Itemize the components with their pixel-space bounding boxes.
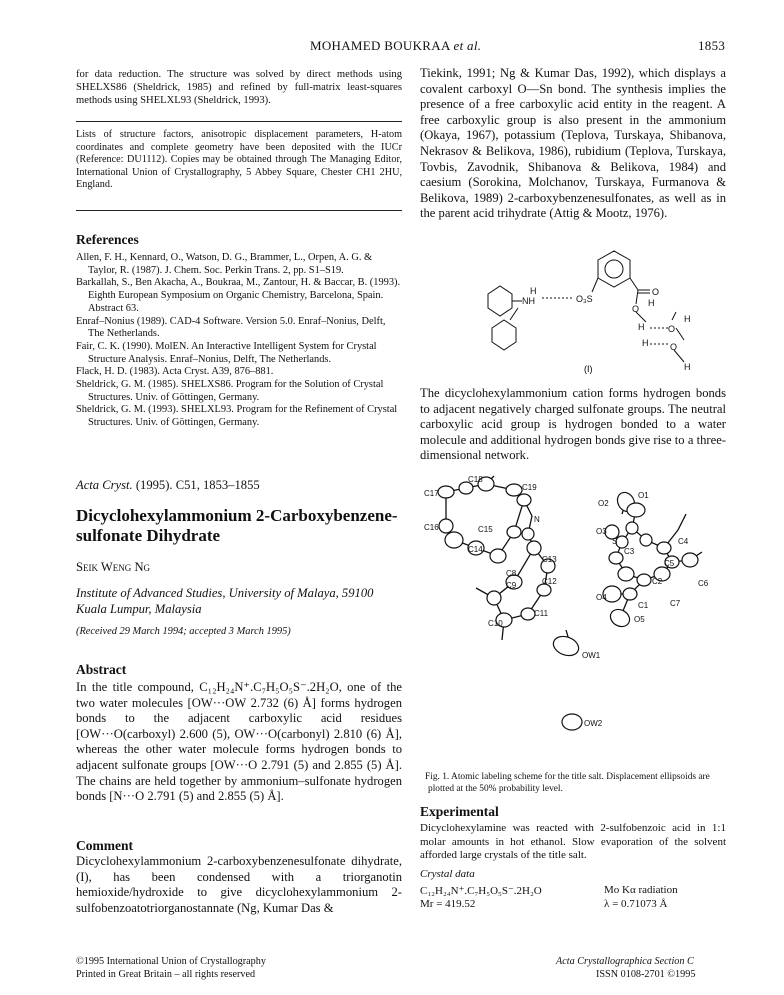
atom-label: C16 [424,523,439,532]
ortep-figure [416,470,728,770]
atom-label: C4 [678,537,689,546]
cyclohexyl-ring-1 [488,286,512,316]
atom-label: C13 [542,555,557,564]
scheme-h: H [530,286,537,296]
printed-line: Printed in Great Britain – all rights reserved [76,969,256,980]
atom-label: C17 [424,489,439,498]
intro-paragraph: Tiekink, 1991; Ng & Kumar Das, 1992), which displays a covalent carboxyl O—Sn bond. The synthesis implies the presence of a free carboxylic acid entity in the reagent. A free carboxylic group is also present in the ammonium (Okaya, 1967), potassium (Teplova, Turskaya, Shibanova, Nekrasov & Belikova, 1986), rubidium (Teplova, Turskaya, Tovbis, Zavodnik, Shibanova & Belikova, 1984) and caesium (Sorokina, Molchanov, Turskaya, Furmanova & Belikova, 1989) 2-carboxybenzenesulfonates, as well as in the parent acid trihydrate (Attig & Mootz, 1976). [420,66,726,221]
scheme-o-carbonyl: O [652,287,660,297]
crystal-wavelength: λ = 0.71073 Å [604,898,668,910]
scheme-h: H [684,314,691,324]
atom-label: OW2 [584,719,603,728]
atom-label: C12 [542,577,557,586]
atom-label: C7 [670,599,681,608]
references-list [76,252,402,430]
scheme-o-acid: O [632,304,640,314]
crystal-formula: C₁₂H₂₄N⁺.C₇H₅O₅S⁻.2H₂O [420,885,542,897]
atom-label: C2 [652,577,663,586]
atom-label: O3 [596,527,607,536]
header-et-al: et al. [453,38,482,53]
prev-article-paragraph: for data reduction. The structure was solved by direct methods using SHELXS86 (Sheldrick, 1985) and refined by full-matrix least-squares methods using SHELXL93 (Sheldrick, 1993). [76,69,402,107]
deposit-note: Lists of structure factors, anisotropic displacement parameters, H-atom coordinates and complete geometry have been deposited with the IUCr (Reference: DU1112). Copies may be obtained through The Managing Editor, International Union of Crystallography, 5 Abbey Square, Chester CH1 2HU, England. [76,129,402,191]
atom-label: C3 [624,547,635,556]
crystal-mr: Mr = 419.52 [420,898,476,910]
reference-item: Fair, C. K. (1990). MolEN. An Interactive Intelligent System for Crystal Structure Analysis. Enraf–Nonius, Delft, The Netherlands. [76,340,377,365]
atom-label: O1 [638,491,649,500]
footer-journal: Acta Crystallographica Section C [556,956,694,967]
comment-text: Dicyclohexylammonium 2-carboxybenzenesulfonate dihydrate, (I), has been condensed with a triorganotin hemioxide/hydroxide to give dicyclohexylammonium 2-sulfobenzoatotriorganostannate (Ng, Kumar Das & [76,854,402,915]
citation-journal: Acta Cryst. [76,478,133,492]
atom-label: OW1 [582,651,601,660]
atom-label: C18 [468,475,483,484]
divider [76,121,402,122]
scheme-o3s: O₃S [576,294,593,304]
crystal-radiation: Mo Kα radiation [604,884,678,896]
crystal-data-heading: Crystal data [420,868,475,880]
atom-label: S [612,537,618,546]
article-title: Dicyclohexylammonium 2-Carboxybenzene-sulfonate Dihydrate [76,506,398,545]
cyclohexyl-ring-2 [492,320,516,350]
reference-item: Flack, H. D. (1983). Acta Cryst. A39, 876–881. [76,366,274,378]
scheme-nh: NH [522,296,535,306]
description-paragraph: The dicyclohexylammonium cation forms hydrogen bonds to adjacent negatively charged sulfonate groups. The neutral carboxylic acid group is hydrogen bonded to a water molecule and additional hydrogen bonds give rise to a three-dimensional network. [420,386,726,463]
copyright-line: ©1995 International Union of Crystallography [76,956,266,967]
atom-label: C11 [534,609,549,618]
atom-label: C8 [506,569,517,578]
atom-label: C14 [468,545,483,554]
page-number: 1853 [698,38,726,53]
reference-item: Sheldrick, G. M. (1993). SHELXL93. Program for the Refinement of Crystal Structures. Univ. of Göttingen, Germany. [76,404,398,429]
atom-label: O2 [598,499,609,508]
scheme-o-water: O [668,324,676,334]
article-author: Seik Weng Ng [76,560,151,574]
reference-item: Sheldrick, G. M. (1985). SHELXS86. Program for the Solution of Crystal Structures. Univ. of Göttingen, Germany. [76,379,384,403]
references-heading: References [76,232,139,247]
comment-heading: Comment [76,838,133,853]
abstract-text: In the title compound, C₁₂H₂₄N⁺.C₇H₅O₅S⁻.2H₂O, one of the two water molecules [OW···OW 2.732 (6) Å] forms hydrogen bonds to the adjacent carboxylic acid residues [OW···O(carboxyl) 2.600 (5), OW···O(carbonyl) 2.810 (6) Å], whereas the other water molecule forms hydrogen bonds to adjacent sulfonate groups [OW···O 2.791 (5) and 2.855 (5) Å]. The chains are held together by ammonium–sulfonate hydrogen bonds [N···O 2.791 (5) and 2.855 (5) Å]. [76,680,402,804]
scheme-h: H [648,298,655,308]
divider [76,210,402,211]
atom-label: C6 [698,579,709,588]
atom-label: C19 [522,483,537,492]
received-dates: (Received 29 March 1994; accepted 3 March 1995) [76,626,291,637]
atom-label: C1 [638,601,649,610]
article-citation [76,478,260,494]
article-affiliation: Institute of Advanced Studies, University of Malaya, 59100 Kuala Lumpur, Malaysia [76,586,374,616]
atom-label: O5 [634,615,645,624]
abstract-heading: Abstract [76,662,127,677]
scheme-label: (I) [584,364,593,374]
reference-item: Enraf–Nonius (1989). CAD-4 Software. Version 5.0. Enraf–Nonius, Delft, The Netherlands. [76,315,386,340]
experimental-text: Dicyclohexylamine was reacted with 2-sulfobenzoic acid in 1:1 molar amounts in hot ethanol. Slow evaporation of the solvent afforded large crystals of the title salt. [420,822,726,862]
header-author: MOHAMED BOUKRAA [310,38,450,53]
running-header [310,38,481,54]
benzene-ring [598,251,630,287]
reference-item: Barkallah, S., Ben Akacha, A., Boukraa, M., Zantour, H. & Baccar, B. (1993). Eighth European Symposium on Organic Chemistry, Barcelona, Spain. Abstract 63. [76,277,401,314]
chemical-scheme [470,246,710,378]
atom-label: C10 [488,619,503,628]
experimental-heading: Experimental [420,804,499,819]
scheme-h: H [638,322,645,332]
atom-label: C5 [664,559,675,568]
reference-item: Allen, F. H., Kennard, O., Watson, D. G., Brammer, L., Orpen, A. G. & Taylor, R. (1987). J. Chem. Soc. Perkin Trans. 2, pp. S1–S19. [76,252,373,276]
figure-caption: Fig. 1. Atomic labeling scheme for the title salt. Displacement ellipsoids are plotted at the 50% probability level. [425,772,710,794]
scheme-o-water: O [670,342,678,352]
atom-label: N [534,515,540,524]
scheme-h: H [684,362,691,372]
atom-label: C9 [506,581,517,590]
atom-label: O4 [596,593,607,602]
citation-details: (1995). C51, 1853–1855 [135,478,260,492]
scheme-h: H [642,338,649,348]
footer-issn: ISSN 0108-2701 ©1995 [596,969,696,980]
atom-label: C15 [478,525,493,534]
